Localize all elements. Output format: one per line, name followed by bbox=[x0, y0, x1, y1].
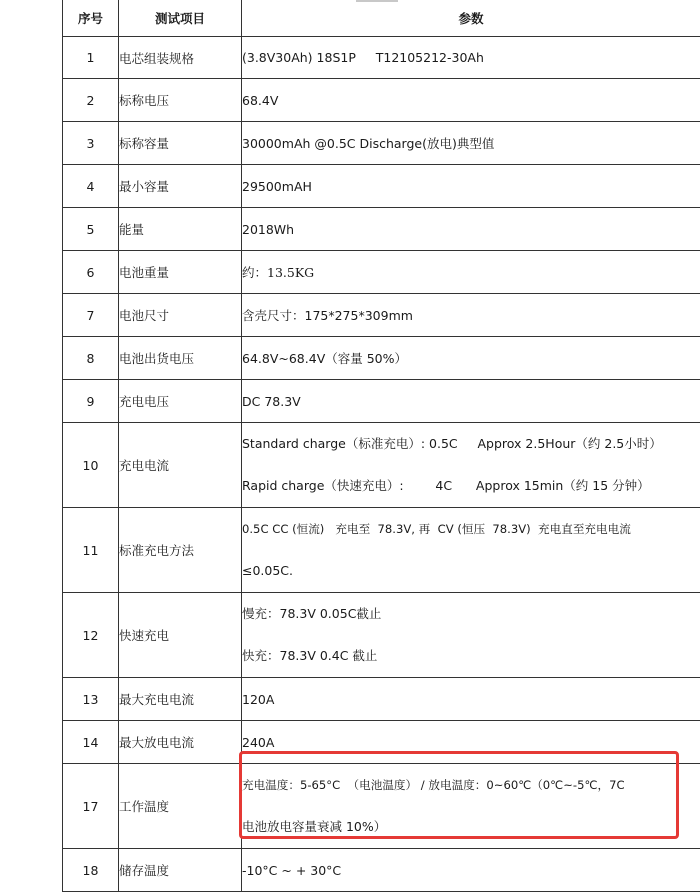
row-item: 电池出货电压 bbox=[119, 337, 242, 380]
row-item: 充电电压 bbox=[119, 380, 242, 423]
table-row bbox=[63, 593, 700, 678]
header-no: 序号 bbox=[63, 0, 119, 37]
table-row bbox=[63, 508, 700, 593]
row-param: 2018Wh bbox=[242, 208, 700, 251]
spec-table bbox=[62, 0, 700, 892]
row-item: 标称电压 bbox=[119, 79, 242, 122]
row-item: 最小容量 bbox=[119, 165, 242, 208]
param-line: 慢充：78.3V 0.05C截止 bbox=[242, 593, 700, 635]
row-param: 30000mAh @0.5C Discharge(放电)典型值 bbox=[242, 122, 700, 165]
row-param: (3.8V30Ah) 18S1P T12105212-30Ah bbox=[242, 37, 700, 79]
row-param: 68.4V bbox=[242, 79, 700, 122]
row-number: 13 bbox=[63, 678, 119, 721]
row-param bbox=[242, 423, 700, 508]
row-item: 最大充电电流 bbox=[119, 678, 242, 721]
row-param bbox=[242, 508, 700, 593]
param-line: Rapid charge（快速充电）: 4C Approx 15min（约 15 分钟） bbox=[242, 465, 700, 507]
row-param: 含壳尺寸：175*275*309mm bbox=[242, 294, 700, 337]
row-param: -10°C ~ + 30°C bbox=[242, 849, 700, 892]
header-item: 测试项目 bbox=[119, 0, 242, 37]
table-row bbox=[63, 849, 700, 892]
table-row bbox=[63, 208, 700, 251]
row-item: 电池尺寸 bbox=[119, 294, 242, 337]
param-line: 快充：78.3V 0.4C 截止 bbox=[242, 635, 700, 677]
row-param: 120A bbox=[242, 678, 700, 721]
row-item: 充电电流 bbox=[119, 423, 242, 508]
row-number: 14 bbox=[63, 721, 119, 764]
row-param: DC 78.3V bbox=[242, 380, 700, 423]
row-param bbox=[242, 764, 700, 849]
row-number: 9 bbox=[63, 380, 119, 423]
param-line: ≤0.05C. bbox=[242, 550, 700, 592]
row-number: 17 bbox=[63, 764, 119, 849]
row-number: 5 bbox=[63, 208, 119, 251]
row-number: 4 bbox=[63, 165, 119, 208]
table-row bbox=[63, 79, 700, 122]
table-row bbox=[63, 678, 700, 721]
row-item: 电池重量 bbox=[119, 251, 242, 294]
table-row bbox=[63, 764, 700, 849]
row-item: 标称容量 bbox=[119, 122, 242, 165]
row-number: 3 bbox=[63, 122, 119, 165]
row-number: 18 bbox=[63, 849, 119, 892]
table-row bbox=[63, 165, 700, 208]
param-line: 充电温度：5-65°C （电池温度） / 放电温度：0~60℃（0℃~-5℃，7C bbox=[242, 764, 700, 806]
param-line: Standard charge（标准充电）: 0.5C Approx 2.5Hour（约 2.5小时） bbox=[242, 423, 700, 465]
row-param: 29500mAH bbox=[242, 165, 700, 208]
row-number: 12 bbox=[63, 593, 119, 678]
table-row bbox=[63, 251, 700, 294]
table-row bbox=[63, 337, 700, 380]
table-row bbox=[63, 423, 700, 508]
row-item: 工作温度 bbox=[119, 764, 242, 849]
row-number: 11 bbox=[63, 508, 119, 593]
table-row bbox=[63, 37, 700, 79]
row-number: 10 bbox=[63, 423, 119, 508]
row-param bbox=[242, 593, 700, 678]
table-row bbox=[63, 721, 700, 764]
row-item: 标准充电方法 bbox=[119, 508, 242, 593]
table-row bbox=[63, 122, 700, 165]
header-param: 参数 bbox=[242, 0, 700, 37]
row-param: 64.8V~68.4V（容量 50%） bbox=[242, 337, 700, 380]
row-item: 快速充电 bbox=[119, 593, 242, 678]
row-item: 能量 bbox=[119, 208, 242, 251]
table-row bbox=[63, 294, 700, 337]
table-row bbox=[63, 380, 700, 423]
row-param: 240A bbox=[242, 721, 700, 764]
row-number: 6 bbox=[63, 251, 119, 294]
table-header-row bbox=[63, 0, 700, 37]
row-number: 2 bbox=[63, 79, 119, 122]
row-item: 最大放电电流 bbox=[119, 721, 242, 764]
row-item: 电芯组装规格 bbox=[119, 37, 242, 79]
row-param: 约：13.5KG bbox=[242, 251, 700, 294]
param-line: 电池放电容量衰减 10%） bbox=[242, 806, 700, 848]
row-number: 7 bbox=[63, 294, 119, 337]
param-line: 0.5C CC (恒流) 充电至 78.3V, 再 CV (恒压 78.3V) 充电直至充电电流 bbox=[242, 508, 700, 550]
row-item: 储存温度 bbox=[119, 849, 242, 892]
row-number: 1 bbox=[63, 37, 119, 79]
row-number: 8 bbox=[63, 337, 119, 380]
